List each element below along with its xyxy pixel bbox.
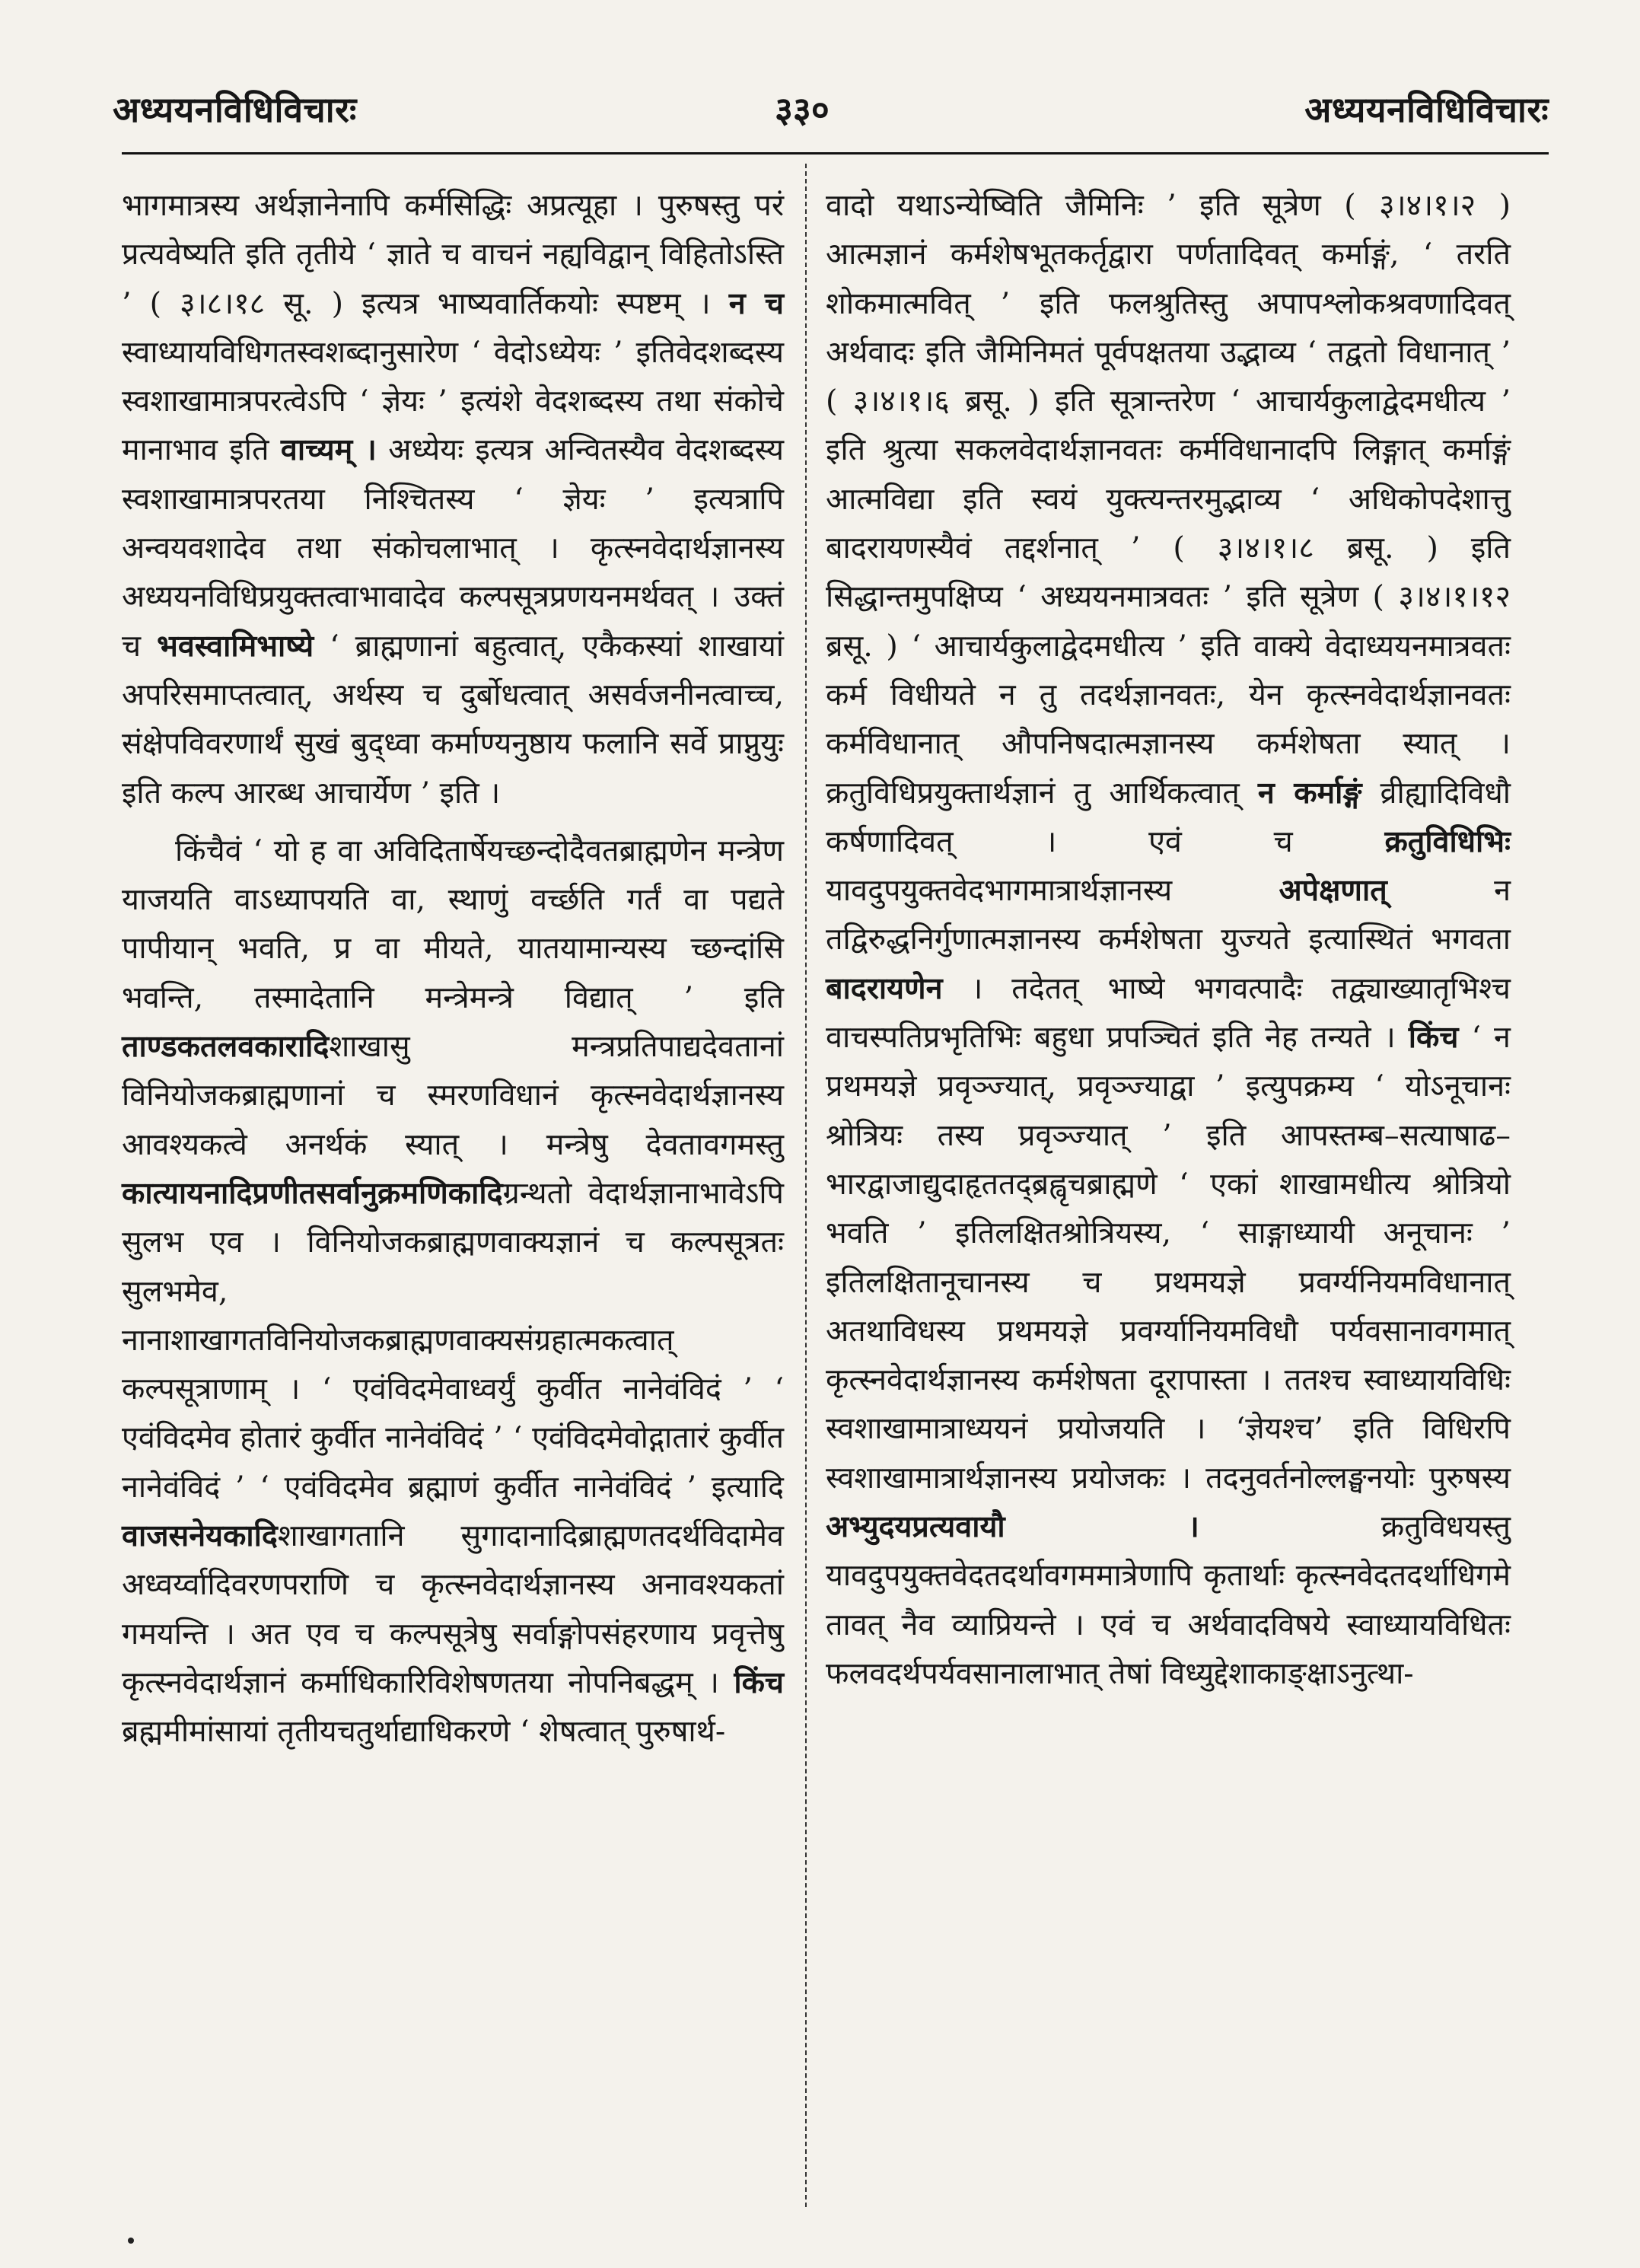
text-run: न तद्विरुद्धनिर्गुणात्मज्ञानस्य कर्मशेषता युज्यते इत्यास्थितं भगवता — [826, 873, 1511, 957]
bold-term: कात्यायनादिप्रणीतसर्वानुक्रमणिकादि — [122, 1175, 503, 1211]
text-run: शाखासु मन्त्रप्रतिपाद्यदेवतानां विनियोजकब्राह्मणानां च स्मरणविधानं कृत्स्नवेदार्थज्ञानस्य आवश्यकत्वे अनर्थकं स्यात् । मन्त्रेषु देवतावगमस्तु — [122, 1029, 784, 1162]
left-column — [122, 181, 784, 1757]
right-column — [826, 181, 1511, 1698]
page-header — [113, 85, 1549, 146]
bold-term: न कर्माङ्गं — [1257, 775, 1362, 811]
text-run: अध्येयः इत्यत्र अन्वितस्यैव वेदशब्दस्य स्वशाखामात्रपरतया निश्चितस्य ‘ ज्ञेयः ’ इत्यत्रापि अन्वयवशादेव तथा संकोचलाभात् । कृत्स्नवेदार्थज्ञानस्य अध्ययनविधिप्रयुक्तत्वाभावादेव कल्पसूत्रप्रणयनमर्थवत् । उक्तं च — [122, 432, 784, 664]
bold-term: किंच — [1408, 1020, 1459, 1056]
left-paragraph-2 — [122, 827, 784, 1757]
text-run: व्रीह्यादिविधौ कर्षणादिवत् । एवं च — [826, 775, 1511, 859]
text-run: वादो यथाऽन्येष्विति जैमिनिः ’ इति सूत्रेण ( ३।४।१।२ ) आत्मज्ञानं कर्मशेषभूतकर्तृद्वारा पर्णतादिवत् कर्माङ्गं, ‘ तरति शोकमात्मवित् ’ इति फलश्रुतिस्तु अपापश्लोकश्रवणादिवत् अर्थवादः इति जैमिनिमतं पूर्वपक्षतया उद्भाव्य ‘ तद्वतो विधानात् ’ ( ३।४।१।६ ब्रसू. ) इति सूत्रान्तरेण ‘ आचार्यकुलाद्वेदमधीत्य ’ इति श्रुत्या सकलवेदार्थज्ञानवतः कर्मविधानादपि लिङ्गात् कर्माङ्गं आत्मविद्या इति स्वयं युक्त्यन्तरमुद्भाव्य ‘ अधिकोपदेशात्तु बादरायणस्यैवं तद्दर्शनात् ’ ( ३।४।१।८ ब्रसू. ) इति सिद्धान्तमुपक्षिप्य ‘ अध्ययनमात्रवतः ’ इति सूत्रेण ( ३।४।१।१२ ब्रसू. ) ‘ आचार्यकुलाद्वेदमधीत्य ’ इति वाक्ये वेदाध्ययनमात्रवतः कर्म विधीयते न तु तदर्थज्ञानवतः, येन कृत्स्नवेदार्थज्ञानवतः कर्मविधानात् औपनिषदात्मज्ञानस्य कर्मशेषता स्यात् । क्रतुविधिप्रयुक्तार्थज्ञानं तु आर्थिकत्वात् — [826, 188, 1511, 811]
bold-term: न च — [728, 285, 784, 321]
bold-term: वाच्यम् । — [280, 432, 377, 468]
right-paragraph — [826, 181, 1511, 1698]
bold-term: बादरायणेन — [826, 970, 943, 1006]
text-run: किंचैवं ‘ यो ह वा अविदितार्षेयच्छन्दोदैवतब्राह्मणेन मन्त्रेण याजयति वाऽध्यापयति वा, स्थाणुं वर्च्छति गर्तं वा पद्यते पापीयान् भवति, प्र वा मीयते, यातयामान्यस्य च्छन्दांसि भवन्ति, तस्मादेतानि मन्त्रेमन्त्रे विद्यात् ’ इति — [122, 833, 784, 1015]
page-number: ३३० — [775, 89, 830, 130]
text-run: क्रतुविधयस्तु यावदुपयुक्तवेदतदर्थावगममात्रेणापि कृतार्थाः कृत्स्नवेदतदर्थाधिगमे तावत् नैव व्याप्रियन्ते । एवं च अर्थवादविषये स्वाध्यायविधितः फलवदर्थपर्यवसानालाभात् तेषां विध्युद्देशाकाङ्क्षाऽनुत्था- — [826, 1509, 1511, 1691]
text-run: स्वाध्यायविधिगतस्वशब्दानुसारेण ‘ वेदोऽध्येयः ’ इतिवेदशब्दस्य स्वशाखामात्रपरत्वेऽपि ‘ ज्ञेयः ’ इत्यंशे वेदशब्दस्य तथा संकोचे मानाभाव इति — [122, 334, 784, 468]
footer-ink-mark — [128, 2238, 134, 2244]
bold-term: वाजसनेयकादि — [122, 1518, 278, 1554]
text-run: । तदेतत् भाष्ये भगवत्पादैः तद्व्याख्यातृभिश्च वाचस्पतिप्रभृतिभिः बहुधा प्रपञ्चितं इति नेह तन्यते । — [826, 970, 1511, 1056]
bold-term: ताण्डकतलवकारादि — [122, 1029, 330, 1065]
text-run: यावदुपयुक्तवेदभागमात्रार्थज्ञानस्य — [826, 873, 1173, 909]
bold-term: अपेक्षणात् — [1279, 873, 1387, 909]
text-run: ग्रन्थतो वेदार्थज्ञानाभावेऽपि सुलभ एव । विनियोजकब्राह्मणवाक्यज्ञानं च कल्पसूत्रतः सुलभमेव, नानाशाखागतविनियोजकब्राह्मणवाक्यसंग्रहात्मकत्वात् कल्पसूत्राणाम् । ‘ एवंविदमेवाध्वर्युं कुर्वीत नानेवंविदं ’ ‘ एवंविदमेव होतारं कुर्वीत नानेवंविदं ’ ‘ एवंविदमेवोद्गातारं कुर्वीत नानेवंविदं ’ ‘ एवंविदमेव ब्रह्माणं कुर्वीत नानेवंविदं ’ इत्यादि — [122, 1175, 784, 1505]
running-head-left: अध्ययनविधिविचारः — [113, 89, 357, 130]
text-run: ‘ ब्राह्मणानां बहुत्वात्, एकैकस्यां शाखायां अपरिसमाप्तत्वात्, अर्थस्य च दुर्बोधत्वात् असर्वजनीनत्वाच्च, संक्षेपविवरणार्थं सुखं बुद्ध्वा कर्माण्यनुष्ठाय फलानि सर्वे प्राप्नुयुः इति कल्प आरब्ध आचार्येण ’ इति । — [122, 628, 785, 811]
header-rule — [122, 152, 1549, 154]
bold-term: क्रतुविधिभिः — [1384, 823, 1511, 859]
running-head-right: अध्ययनविधिविचारः — [1304, 89, 1549, 130]
bold-term: किंच — [734, 1664, 785, 1700]
text-run: ‘ न प्रथमयज्ञे प्रवृञ्ज्यात्, प्रवृञ्ज्याद्वा ’ इत्युपक्रम्य ‘ योऽनूचानः श्रोत्रियः तस्य प्रवृञ्ज्यात् ’ इति आपस्तम्ब–सत्याषाढ–भारद्वाजाद्युदाहृततद्ब्रह्वृचब्राह्मणे ‘ एकां शाखामधीत्य श्रोत्रियो भवति ’ इतिलक्षितश्रोत्रियस्य, ‘ साङ्गाध्यायी अनूचानः ’ इतिलक्षितानूचानस्य च प्रथमयज्ञे प्रवर्ग्यनियमविधानात् अतथाविधस्य प्रथमयज्ञे प्रवर्ग्यानियमविधौ पर्यवसानावगमात् कृत्स्नवेदार्थज्ञानस्य कर्मशेषता दूरापास्ता । ततश्च स्वाध्यायविधिः स्वशाखामात्राध्ययनं प्रयोजयति । ‘ज्ञेयश्च’ इति विधिरपि स्वशाखामात्रार्थज्ञानस्य प्रयोजकः । तदनुवर्तनोल्लङ्घनयोः पुरुषस्य — [826, 1020, 1511, 1496]
bold-term: भवस्वामिभाष्ये — [157, 628, 314, 664]
column-divider — [805, 164, 807, 2207]
left-paragraph-1 — [122, 181, 784, 817]
text-run: भागमात्रस्य अर्थज्ञानेनापि कर्मसिद्धिः अप्रत्यूहा । पुरुषस्तु परं प्रत्यवेष्यति इति तृतीये ‘ ज्ञाते च वाचनं नह्यविद्वान् विहितोऽस्ति ’ ( ३।८।१८ सू. ) इत्यत्र भाष्यवार्तिकयोः स्पष्टम् । — [122, 188, 784, 321]
text-run: शाखागतानि सुगादानादिब्राह्मणतदर्थविदामेव अध्वर्य्वादिवरणपराणि च कृत्स्नवेदार्थज्ञानस्य अनावश्यकतां गमयन्ति । अत एव च कल्पसूत्रेषु सर्वाङ्गोपसंहरणाय प्रवृत्तेषु कृत्स्नवेदार्थज्ञानं कर्माधिकारिविशेषणतया नोपनिबद्धम् । — [122, 1518, 784, 1700]
bold-term: अभ्युदयप्रत्यवायौ । — [826, 1509, 1199, 1545]
text-run: ब्रह्ममीमांसायां तृतीयचतुर्थाद्याधिकरणे ‘ शेषत्वात् पुरुषार्थ- — [122, 1714, 726, 1750]
